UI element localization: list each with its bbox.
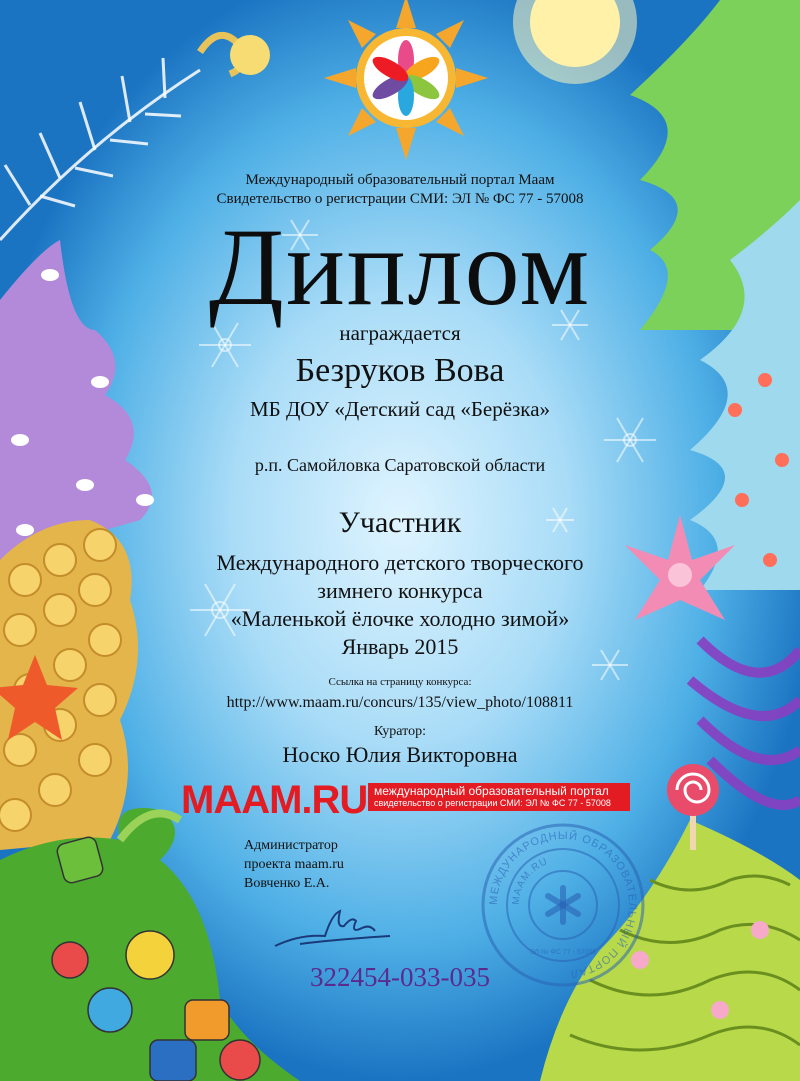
curator-name: Носко Юлия Викторовна <box>282 742 518 767</box>
stamp-registration: ЭЛ № ФС 77 - 57008 <box>529 949 597 956</box>
contest-link-url[interactable]: http://www.maam.ru/concurs/135/view_photo/108811 <box>226 694 574 711</box>
diploma-number: 322454-033-035 <box>310 962 490 992</box>
contest-name: «Маленькой ёлочке холодно зимой» <box>230 606 570 631</box>
portal-name: Международный образовательный портал Маам <box>245 172 555 188</box>
stamp-inner-text: MAAM.RU <box>510 855 550 906</box>
signature-icon <box>270 906 400 956</box>
brand-bar-registration: свидетельство о регистрации СМИ: ЭЛ № ФС 77 - 57008 <box>374 798 611 808</box>
awarded-label: награждается <box>339 321 461 345</box>
contest-line-1: Международного детского творческого <box>216 550 584 575</box>
registration-certificate: Свидетельство о регистрации СМИ: ЭЛ № ФС 77 - 57008 <box>216 191 584 207</box>
participant-status: Участник <box>338 506 462 539</box>
admin-title: Администратор <box>244 838 338 853</box>
recipient-name: Безруков Вова <box>295 352 505 389</box>
stamp-outer-text: МЕЖДУНАРОДНЫЙ ОБРАЗОВАТЕЛЬНЫЙ ПОРТАЛ <box>487 829 639 980</box>
maam-brand-bar <box>368 783 630 811</box>
administrator-block <box>244 836 344 893</box>
contest-link-label: Ссылка на страницу конкурса: <box>328 676 472 688</box>
locality: р.п. Самойловка Саратовской области <box>254 455 546 475</box>
organization: МБ ДОУ «Детский сад «Берёзка» <box>249 397 551 421</box>
sun-logo-icon <box>324 0 488 160</box>
maam-logo: MAAM.RU <box>181 778 368 822</box>
admin-project: проекта maam.ru <box>244 857 344 872</box>
contest-line-2: зимнего конкурса <box>317 578 483 603</box>
admin-name: Вовченко Е.А. <box>244 876 330 891</box>
curator-label: Куратор: <box>374 724 426 739</box>
contest-date: Январь 2015 <box>341 634 459 659</box>
brand-bar-portal: международный образовательный портал <box>374 784 609 798</box>
diploma-title: Диплом <box>208 206 592 328</box>
